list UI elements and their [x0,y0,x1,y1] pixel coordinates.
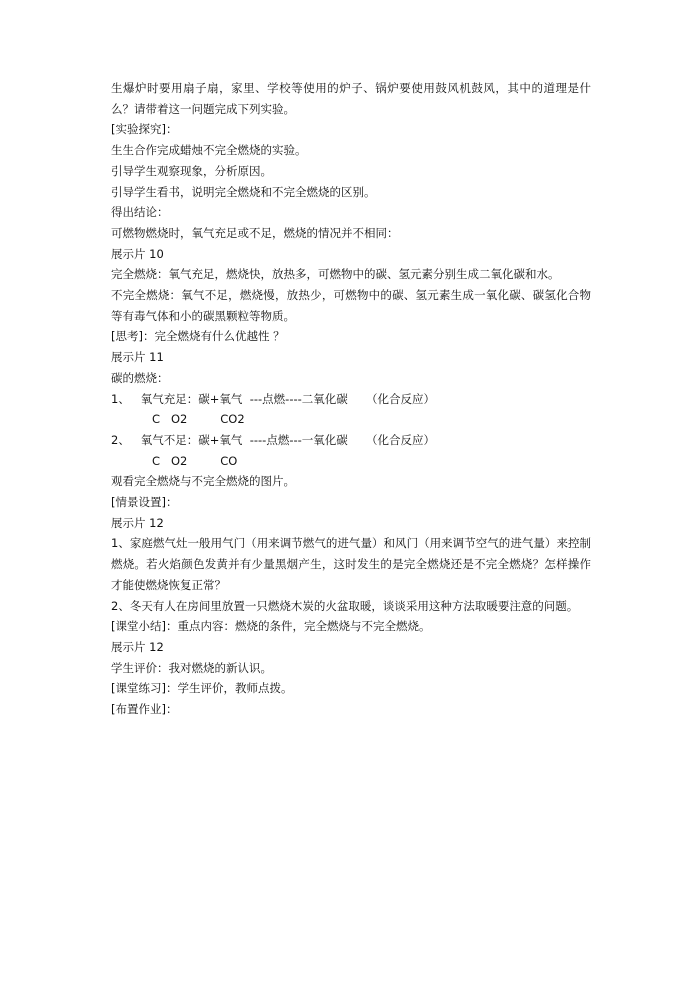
reaction-equation-1: 1、 氧气充足：碳+氧气 ---点燃----二氧化碳 （化合反应） [111,391,436,406]
text-line: 可燃物燃烧时，氧气充足或不足，燃烧的情况并不相同： [111,225,399,240]
section-heading-practice: [课堂练习]：学生评价，教师点拨。 [111,681,293,696]
text-line: 生生合作完成蜡烛不完全燃烧的实验。 [111,143,307,158]
slide-label: 展示片 12 [111,515,164,530]
text-line: 引导学生看书，说明完全燃烧和不完全燃烧的区别。 [111,184,376,199]
complete-combustion-definition: 完全燃烧：氧气充足，燃烧快，放热多，可燃物中的碳、氢元素分别生成二氧化碳和水。 [111,267,560,282]
slide-label: 展示片 12 [111,639,164,654]
scenario-question-1: 1、家庭燃气灶一般用气门（用来调节燃气的进气量）和风门（用来调节空气的进气量）来控制燃烧。若火焰颜色发黄并有少量黑烟产生，这时发生的是完全燃烧还是不完全燃烧？怎样操作才能使燃烧恢复正常？ [111,536,591,592]
section-heading-experiment: [实验探究]： [111,122,178,137]
slide-label: 展示片 10 [111,246,164,261]
slide-label: 展示片 11 [111,350,164,365]
chemical-formula-line-2: C O2 CO [152,453,238,468]
reaction-equation-2: 2、 氧气不足：碳+氧气 ----点燃---一氧化碳 （化合反应） [111,432,436,447]
scenario-question-2: 2、冬天有人在房间里放置一只燃烧木炭的火盆取暖，谈谈采用这种方法取暖要注意的问题。 [111,598,579,613]
section-heading-thinking: [思考]：完全燃烧有什么优越性 ？ [111,329,285,344]
text-line: 观看完全燃烧与不完全燃烧的图片。 [111,474,295,489]
section-heading-homework: [布置作业]： [111,702,178,717]
incomplete-combustion-definition: 不完全燃烧：氧气不足，燃烧慢，放热少，可燃物中的碳、氢元素生成一氧化碳、碳氢化合物等有毒气体和小的碳黑颗粒等物质。 [111,288,591,323]
section-heading-conclusion: 得出结论： [111,205,169,220]
text-line: 引导学生观察现象，分析原因。 [111,163,272,178]
text-line: 碳的燃烧： [111,370,169,385]
text-line: 学生评价：我对燃烧的新认识。 [111,660,272,675]
chemical-formula-line-1: C O2 CO2 [152,412,245,427]
section-heading-summary: [课堂小结]：重点内容：燃烧的条件，完全燃烧与不完全燃烧。 [111,619,431,634]
intro-paragraph: 生爆炉时要用扇子扇，家里、学校等使用的炉子、锅炉要使用鼓风机鼓风，其中的道理是什么？请带着这一问题完成下列实验。 [111,81,591,116]
section-heading-scenario: [情景设置]： [111,495,178,510]
document-body [111,78,591,720]
